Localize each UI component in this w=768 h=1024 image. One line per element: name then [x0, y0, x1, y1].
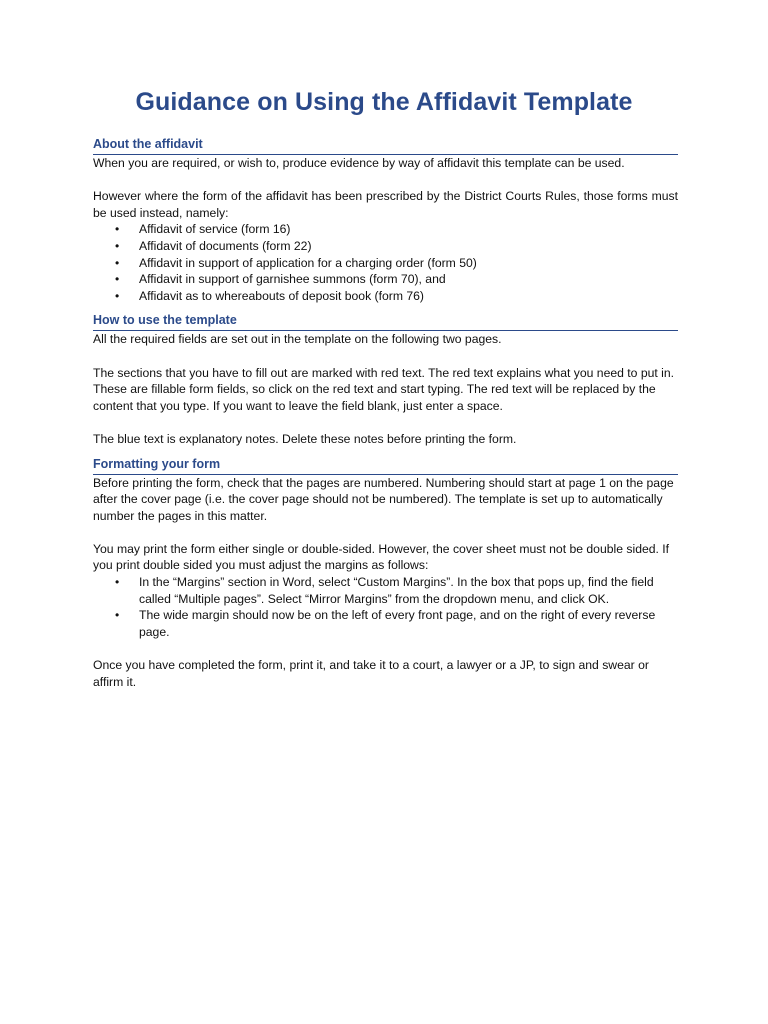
- section-heading-about: About the affidavit: [93, 136, 678, 155]
- section-howto: [93, 312, 678, 447]
- bullet-icon: •: [115, 608, 120, 623]
- list-item: • Affidavit in support of garnishee summons (form 70), and: [115, 272, 446, 287]
- bullet-icon: •: [115, 255, 120, 270]
- list-item: • Affidavit as to whereabouts of deposit book (form 76): [115, 288, 424, 303]
- paragraph: You may print the form either single or double-sided. However, the cover sheet must not be double sided. If you print double sided you must adjust the margins as follows:: [93, 541, 670, 573]
- bullet-icon: •: [115, 575, 120, 590]
- list-item: • In the “Margins” section in Word, select “Custom Margins”. In the box that pops up, find the field called “Multiple pages”. Select “Mirror Margins” from the dropdown menu, and click OK.: [115, 575, 654, 606]
- paragraph: The sections that you have to fill out are marked with red text. The red text explains what you need to put in. These are fillable form fields, so click on the red text and start typing. The red text will be replaced by the content that you type. If you want to leave the field blank, just enter a space.: [93, 365, 675, 413]
- section-about: [93, 136, 678, 304]
- section-formatting: [93, 456, 678, 691]
- document-body: [93, 136, 678, 690]
- paragraph: Once you have completed the form, print it, and take it to a court, a lawyer or a JP, to sign and swear or affirm it.: [93, 658, 649, 689]
- margin-steps-list: [93, 574, 678, 640]
- bullet-icon: •: [115, 238, 120, 253]
- section-heading-formatting: Formatting your form: [93, 456, 678, 475]
- paragraph: Before printing the form, check that the pages are numbered. Numbering should start at page 1 on the page after the cover page (i.e. the cover page should not be numbered). The template is set up to automatically number the pages in this matter.: [93, 475, 674, 523]
- paragraph: All the required fields are set out in the template on the following two pages.: [93, 332, 502, 347]
- bullet-icon: •: [115, 222, 120, 237]
- list-item: • The wide margin should now be on the left of every front page, and on the right of every reverse page.: [115, 608, 656, 639]
- paragraph: The blue text is explanatory notes. Delete these notes before printing the form.: [93, 431, 517, 446]
- forms-list: [93, 221, 678, 304]
- paragraph: When you are required, or wish to, produce evidence by way of affidavit this template can be used.: [93, 156, 625, 170]
- bullet-icon: •: [115, 288, 120, 303]
- paragraph: However where the form of the affidavit has been prescribed by the District Courts Rules, those forms must be used instead, namely:: [93, 189, 678, 220]
- page-title: Guidance on Using the Affidavit Template: [135, 88, 633, 116]
- bullet-icon: •: [115, 272, 120, 287]
- list-item: • Affidavit of documents (form 22): [115, 238, 312, 253]
- section-heading-howto: How to use the template: [93, 312, 678, 331]
- list-item: • Affidavit in support of application for a charging order (form 50): [115, 255, 477, 270]
- list-item: • Affidavit of service (form 16): [115, 222, 291, 237]
